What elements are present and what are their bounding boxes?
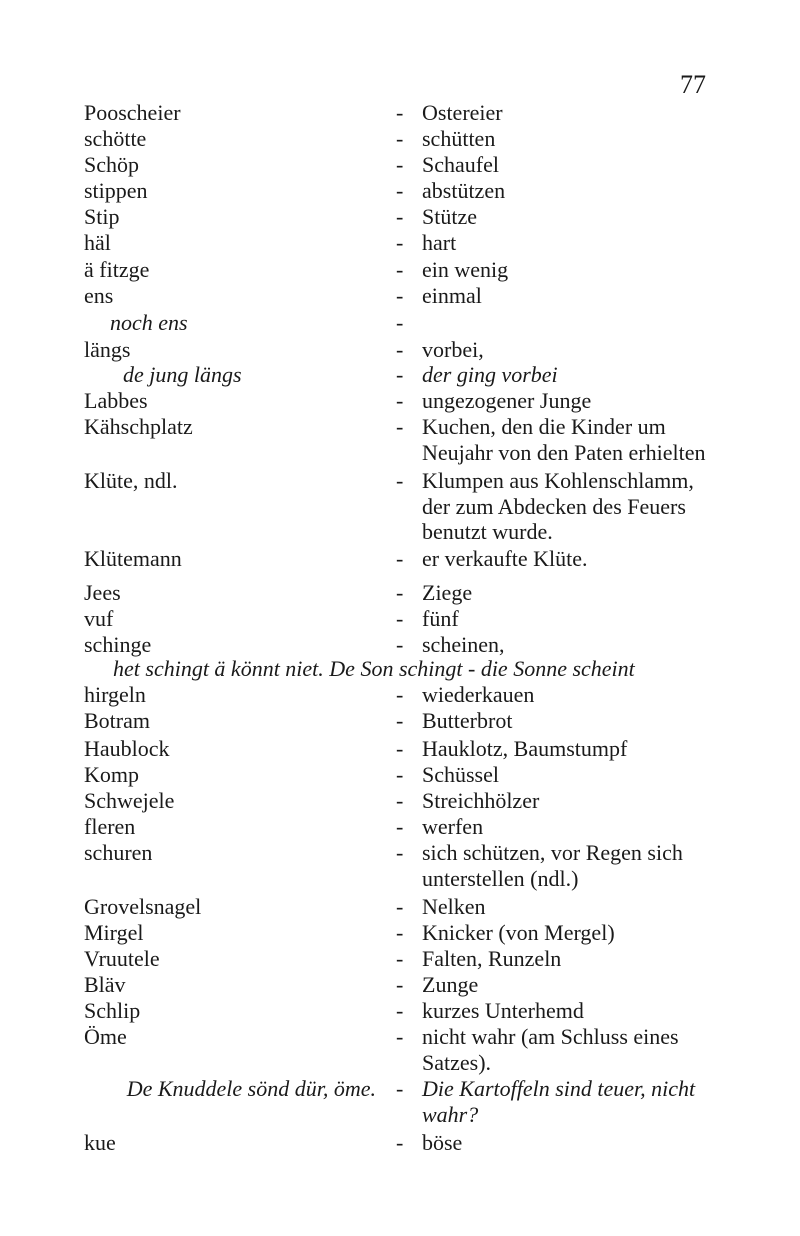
entry-term: vuf <box>84 606 114 631</box>
entry-definition: Kuchen, den die Kinder um Neujahr von den Paten erhielten <box>422 414 706 465</box>
entry-term: ä fitzge <box>84 257 150 282</box>
entry-dash: - <box>396 606 404 631</box>
entry-dash: - <box>396 310 404 335</box>
entry-definition: schütten <box>422 126 496 151</box>
entry-dash: - <box>396 126 404 151</box>
entry-dash: - <box>396 414 404 439</box>
entry-term: Schlip <box>84 998 141 1023</box>
entry-term: Grovelsnagel <box>84 894 202 919</box>
entry-dash: - <box>396 632 404 657</box>
entry-definition: hart <box>422 230 457 255</box>
entry-term: Klütemann <box>84 546 182 571</box>
entry-term: schuren <box>84 840 153 865</box>
entry-term: Kähschplatz <box>84 414 193 439</box>
entry-definition: ungezogener Junge <box>422 388 592 413</box>
entry-term: Bläv <box>84 972 126 997</box>
entry-example: De Knuddele sönd dür, öme. <box>126 1076 376 1101</box>
entry-term: Vruutele <box>84 946 160 971</box>
entry-definition: Klumpen aus Kohlenschlamm, der zum Abdecken des Feuers benutzt wurde. <box>422 468 694 544</box>
entry-term: häl <box>84 230 111 255</box>
entry-term: schötte <box>84 126 147 151</box>
entry-dash: - <box>396 894 404 919</box>
entry-definition: Stütze <box>422 204 477 229</box>
entry-definition: er verkaufte Klüte. <box>422 546 588 571</box>
entry-term: fleren <box>84 814 136 839</box>
entry-dash: - <box>396 998 404 1023</box>
entry-term: Mirgel <box>84 920 144 945</box>
entry-term: Haublock <box>84 736 170 761</box>
entry-term: Klüte, ndl. <box>84 468 178 493</box>
entry-definition: ein wenig <box>422 257 509 282</box>
entry-dash: - <box>396 257 404 282</box>
entry-term: ens <box>84 283 114 308</box>
entry-definition: böse <box>422 1130 463 1155</box>
entry-dash: - <box>396 708 404 733</box>
entry-definition: Zunge <box>422 972 479 997</box>
entry-example: de jung längs <box>123 362 242 387</box>
entry-example-definition: der ging vorbei <box>422 362 558 387</box>
entry-dash: - <box>396 178 404 203</box>
entry-dash: - <box>396 762 404 787</box>
entry-term: hirgeln <box>84 682 146 707</box>
entry-dash: - <box>396 972 404 997</box>
entry-example-definition: Die Kartoffeln sind teuer, nicht wahr? <box>422 1076 696 1127</box>
entry-definition: nicht wahr (am Schluss eines Satzes). <box>422 1024 679 1075</box>
entry-term: Öme <box>84 1024 127 1049</box>
entry-definition: Schaufel <box>422 152 499 177</box>
entry-term: kue <box>84 1130 116 1155</box>
entry-dash: - <box>396 204 404 229</box>
entry-term: stippen <box>84 178 148 203</box>
entry-dash: - <box>396 580 404 605</box>
example-sentence: het schingt ä könnt niet. De Son schingt - die Sonne scheint <box>113 656 635 681</box>
entry-definition: werfen <box>422 814 484 839</box>
entry-definition: kurzes Unterhemd <box>422 998 584 1023</box>
entry-definition: fünf <box>422 606 459 631</box>
entry-term: Stip <box>84 204 120 229</box>
entry-dash: - <box>396 362 404 387</box>
entry-dash: - <box>396 100 404 125</box>
entry-term: Pooscheier <box>84 100 181 125</box>
entry-definition: Knicker (von Mergel) <box>422 920 615 945</box>
entry-dash: - <box>396 682 404 707</box>
entry-definition: Ostereier <box>422 100 503 125</box>
entry-dash: - <box>396 468 404 493</box>
entry-dash: - <box>396 1024 404 1049</box>
entry-term: Jees <box>84 580 121 605</box>
entry-definition: scheinen, <box>422 632 505 657</box>
entry-term: längs <box>84 337 131 362</box>
entry-dash: - <box>396 230 404 255</box>
page-number: 77 <box>680 70 706 99</box>
entry-dash: - <box>396 337 404 362</box>
entry-definition: wiederkauen <box>422 682 535 707</box>
entry-definition: Hauklotz, Baumstumpf <box>422 736 628 761</box>
entry-term: Komp <box>84 762 139 787</box>
entry-term: schinge <box>84 632 152 657</box>
entry-dash: - <box>396 283 404 308</box>
entry-definition: Nelken <box>422 894 486 919</box>
entry-example: noch ens <box>110 310 188 335</box>
entry-dash: - <box>396 788 404 813</box>
entry-definition: Ziege <box>422 580 473 605</box>
entry-dash: - <box>396 152 404 177</box>
entry-definition: Butterbrot <box>422 708 513 733</box>
entry-dash: - <box>396 840 404 865</box>
entry-definition: vorbei, <box>422 337 484 362</box>
entry-dash: - <box>396 388 404 413</box>
entry-dash: - <box>396 814 404 839</box>
entry-definition: Streichhölzer <box>422 788 540 813</box>
entry-term: Schwejele <box>84 788 175 813</box>
entry-dash: - <box>396 1130 404 1155</box>
entry-dash: - <box>396 546 404 571</box>
entry-term: Botram <box>84 708 150 733</box>
entry-dash: - <box>396 920 404 945</box>
entry-definition: Falten, Runzeln <box>422 946 562 971</box>
entry-definition: sich schützen, vor Regen sich unterstellen (ndl.) <box>422 840 683 891</box>
entry-dash: - <box>396 736 404 761</box>
entry-dash: - <box>396 1076 404 1101</box>
entry-term: Labbes <box>84 388 148 413</box>
entry-definition: Schüssel <box>422 762 499 787</box>
entry-definition: einmal <box>422 283 482 308</box>
entry-definition: abstützen <box>422 178 506 203</box>
entry-term: Schöp <box>84 152 139 177</box>
entry-dash: - <box>396 946 404 971</box>
